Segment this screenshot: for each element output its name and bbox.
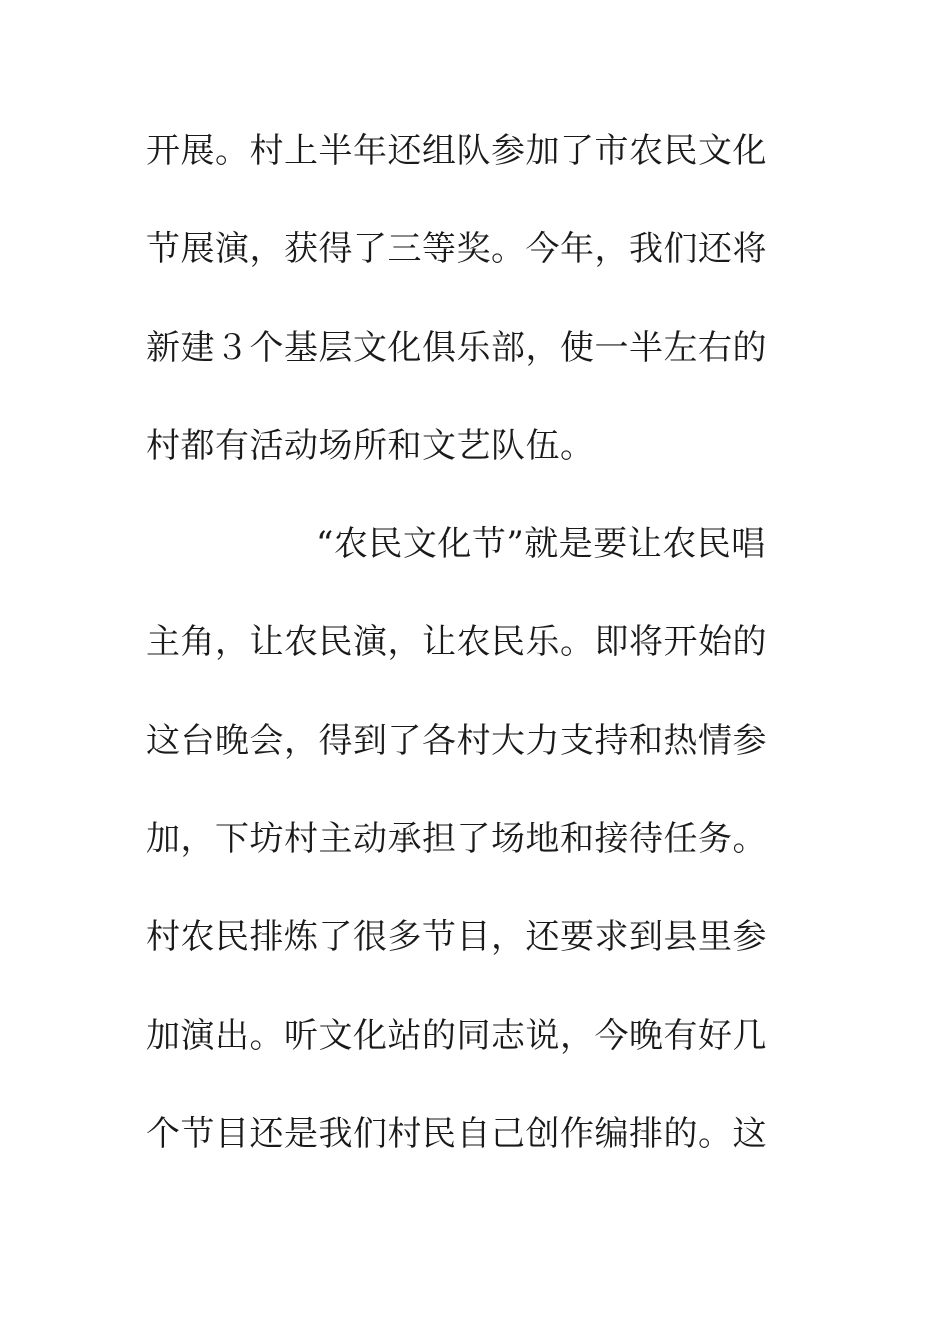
- text-line-5-paragraph-start: “农民文化节”就是要让农民唱: [316, 524, 766, 565]
- text-line-8: 加，下坊村主动承担了场地和接待任务。: [146, 819, 767, 860]
- text-line-4: 村都有活动场所和文艺队伍。: [146, 425, 595, 466]
- text-line-1: 开展。村上半年还组队参加了市农民文化: [146, 131, 767, 171]
- text-line-9: 村农民排炼了很多节目，还要求到县里参: [146, 917, 767, 958]
- text-line-3: 新建３个基层文化俱乐部，使一半左右的: [146, 327, 767, 368]
- text-line-7: 这台晚会，得到了各村大力支持和热情参: [146, 720, 767, 761]
- body-text: [146, 126, 806, 1207]
- text-line-2: 节展演，获得了三等奖。今年，我们还将: [146, 229, 767, 270]
- text-line-6: 主角，让农民演，让农民乐。即将开始的: [146, 622, 767, 663]
- text-line-11: 个节目还是我们村民自己创作编排的。这: [146, 1113, 767, 1154]
- text-line-10: 加演出。听文化站的同志说，今晚有好几: [146, 1015, 767, 1056]
